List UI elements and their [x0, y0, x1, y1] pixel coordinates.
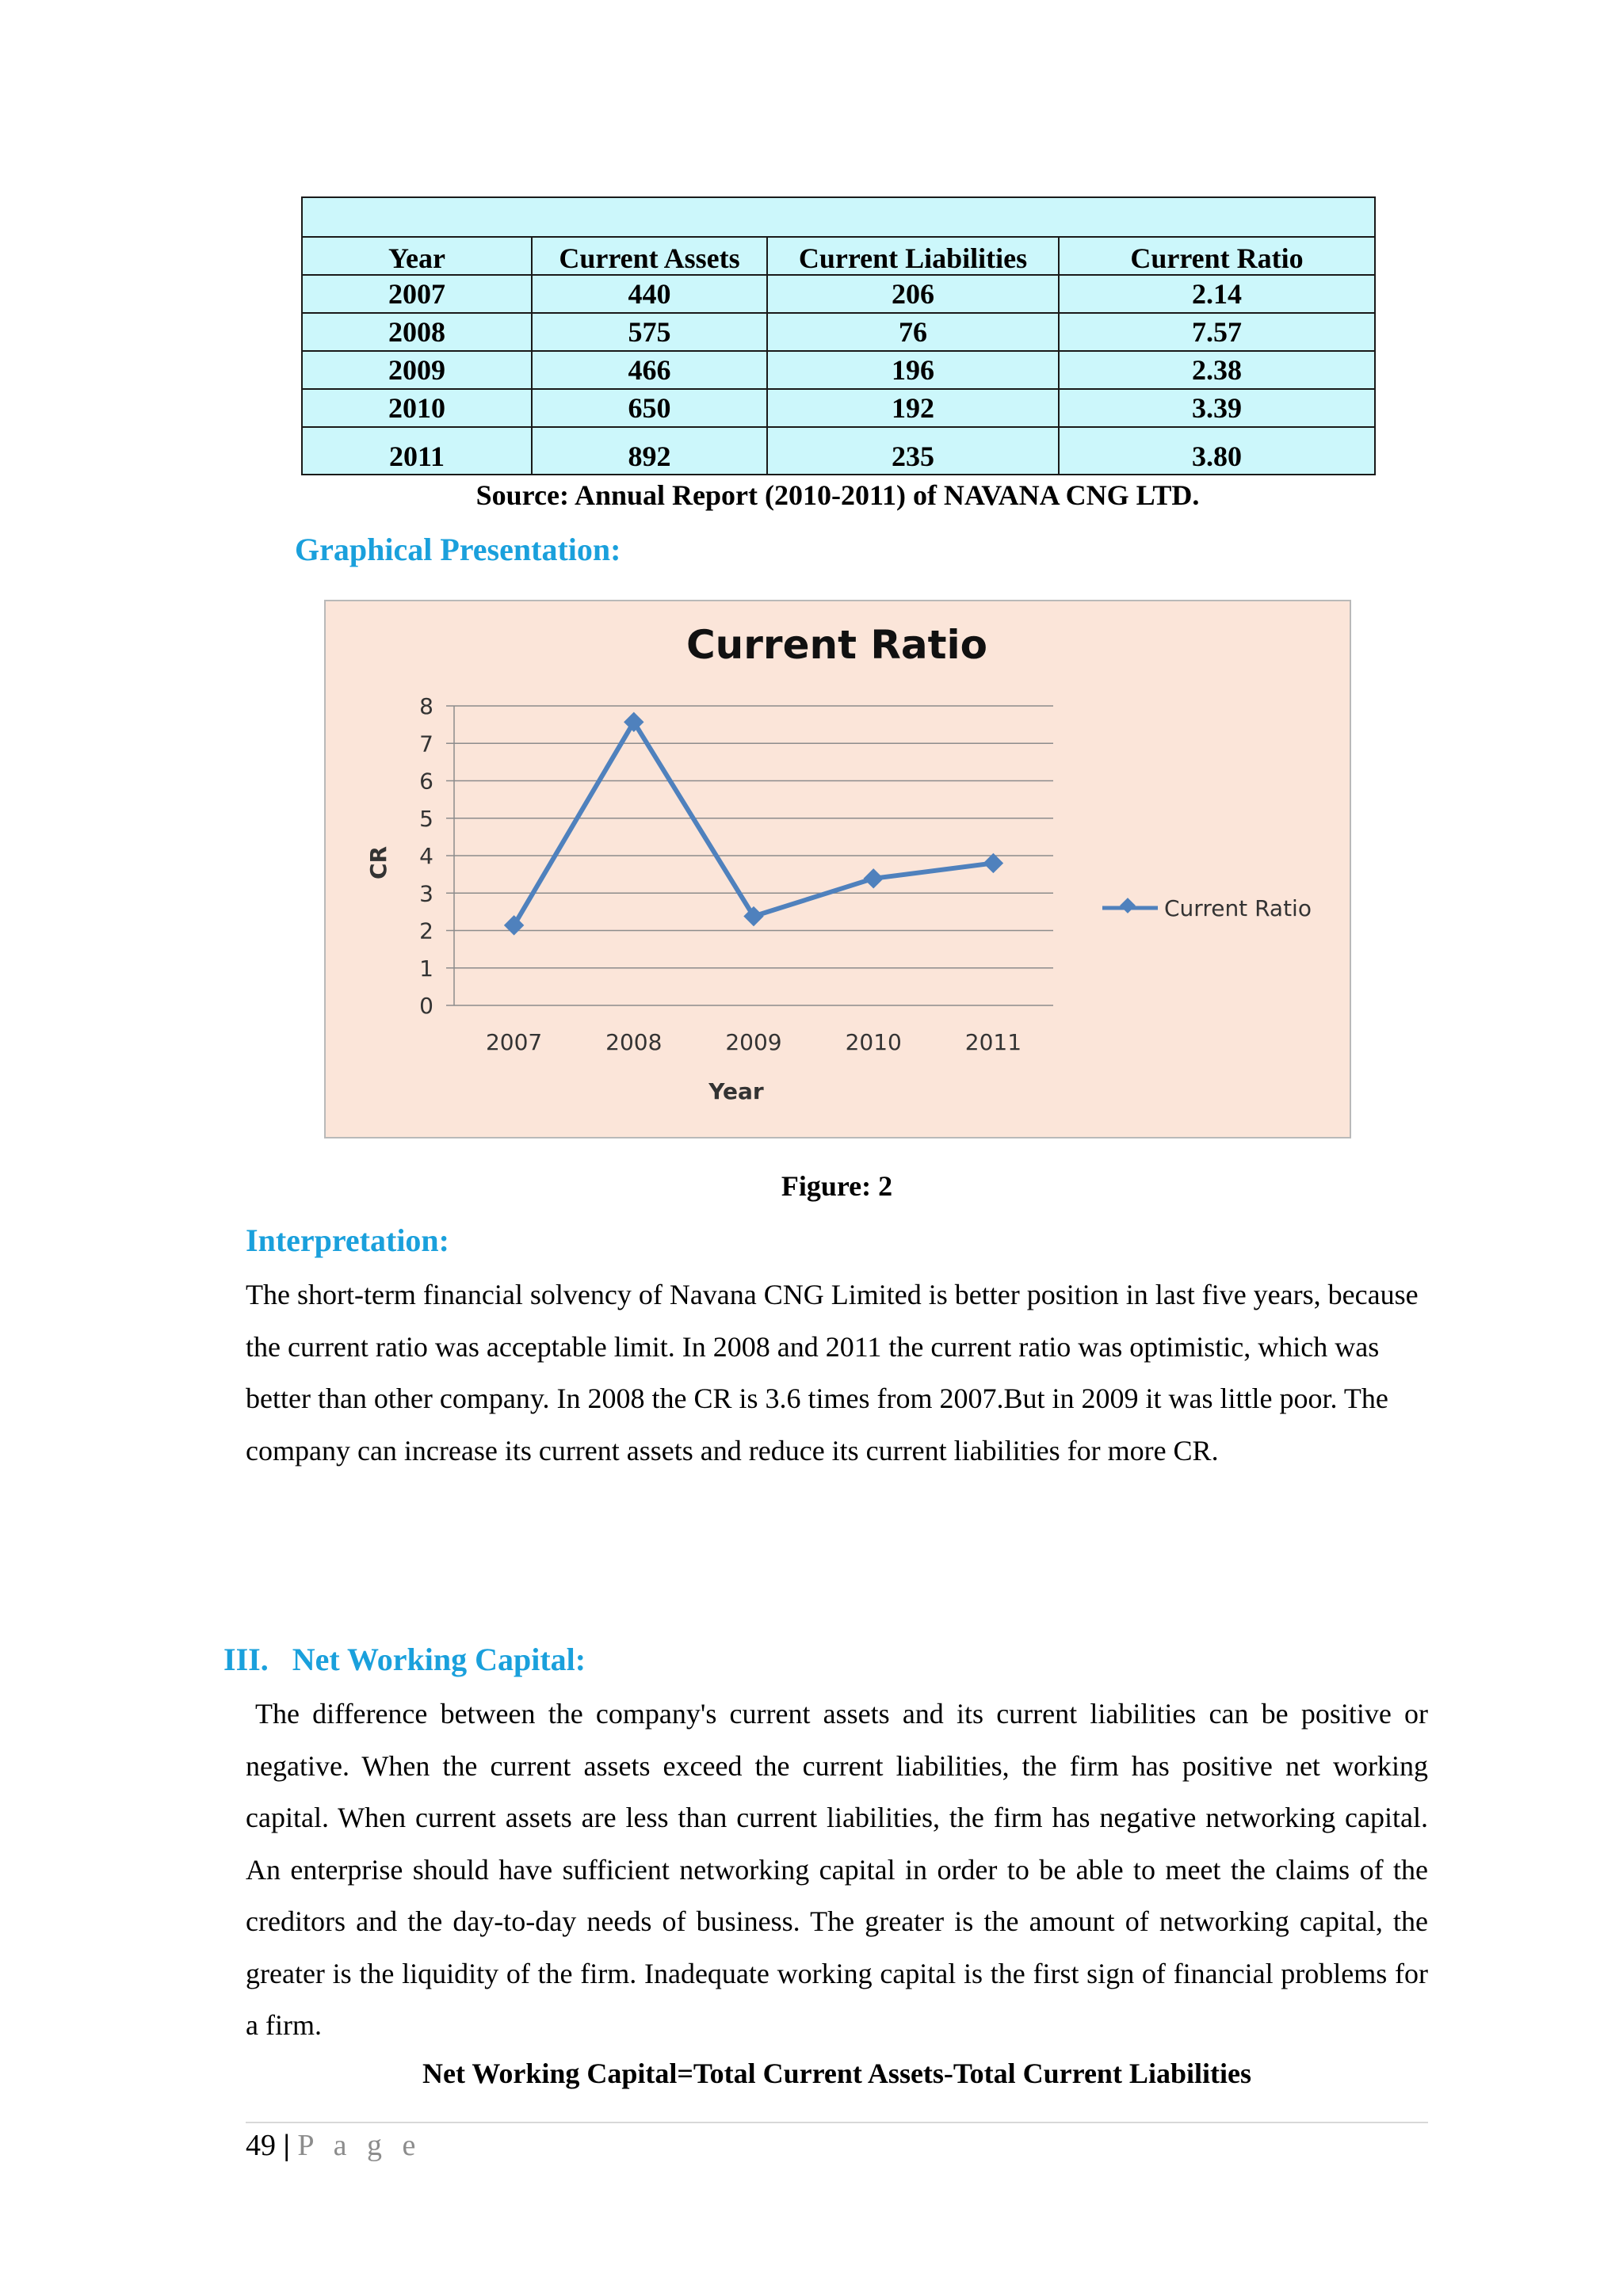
chart-y-tick-label: 6	[419, 768, 433, 795]
table-cell: 192	[767, 389, 1059, 427]
chart-title: Current Ratio	[685, 622, 988, 668]
table-cell: 2010	[302, 389, 532, 427]
table-cell: 466	[532, 351, 767, 389]
footer-divider	[246, 2122, 1428, 2123]
table-cell: 235	[767, 427, 1059, 475]
page-number: 49	[246, 2129, 276, 2162]
page-label: P a g e	[297, 2129, 422, 2162]
graphical-presentation-heading: Graphical Presentation:	[295, 532, 621, 567]
table-cell: 2009	[302, 351, 532, 389]
footer-separator: |	[283, 2129, 290, 2162]
table-cell: 76	[767, 313, 1059, 351]
current-ratio-table	[301, 196, 1376, 475]
chart-data-point	[504, 915, 524, 935]
chart-x-tick-label: 2010	[845, 1029, 902, 1055]
net-working-capital-formula: Net Working Capital=Total Current Assets-Total Current Liabilities	[422, 2058, 1251, 2089]
chart-gridlines	[454, 706, 1053, 968]
chart-x-tick-label: 2008	[605, 1029, 663, 1055]
table-cell: 2.38	[1059, 351, 1375, 389]
table-cell: 2008	[302, 313, 532, 351]
chart-y-axis-label: CR	[365, 845, 391, 880]
chart-y-tick-label: 7	[419, 730, 433, 757]
legend-diamond-icon	[1120, 898, 1136, 913]
legend-label: Current Ratio	[1164, 895, 1312, 921]
section-heading-net-working-capital	[223, 1641, 586, 1678]
figure-caption: Figure: 2	[781, 1170, 893, 1202]
section-number: III.	[223, 1642, 269, 1677]
chart-y-tick-label: 8	[419, 693, 433, 719]
chart-y-tick-label: 0	[419, 993, 433, 1019]
table-header-cell: Year	[302, 237, 532, 275]
chart-x-tick-label: 2007	[485, 1029, 543, 1055]
table-cell: 3.39	[1059, 389, 1375, 427]
chart-legend	[1102, 895, 1312, 921]
chart-svg	[326, 601, 1350, 1137]
section-title: Net Working Capital:	[292, 1642, 586, 1677]
chart-y-ticks	[419, 693, 454, 1019]
table-cell: 3.80	[1059, 427, 1375, 475]
chart-series-line	[514, 722, 994, 925]
table-header-cell: Current Ratio	[1059, 237, 1375, 275]
table-cell: 2.14	[1059, 275, 1375, 313]
table-header-row	[302, 237, 1375, 275]
table-cell: 7.57	[1059, 313, 1375, 351]
table-cell: 892	[532, 427, 767, 475]
chart-x-axis-label: Year	[708, 1078, 764, 1104]
chart-x-ticks	[486, 1029, 1022, 1055]
table-source-note: Source: Annual Report (2010-2011) of NAVANA CNG LTD.	[475, 479, 1200, 511]
chart-series	[504, 712, 1003, 936]
table-cell: 440	[532, 275, 767, 313]
chart-y-tick-label: 5	[419, 805, 433, 832]
table-cell: 2011	[302, 427, 532, 475]
chart-data-point	[863, 868, 883, 888]
chart-y-tick-label: 3	[419, 880, 433, 907]
chart-y-tick-label: 4	[419, 843, 433, 869]
interpretation-heading: Interpretation:	[246, 1222, 449, 1258]
page-footer	[246, 2128, 422, 2163]
table-row	[302, 389, 1375, 427]
chart-x-tick-label: 2011	[964, 1029, 1022, 1055]
chart-y-tick-label: 1	[419, 955, 433, 982]
current-ratio-chart	[324, 600, 1351, 1138]
table-row	[302, 351, 1375, 389]
table-cell: 206	[767, 275, 1059, 313]
table-row	[302, 313, 1375, 351]
chart-y-tick-label: 2	[419, 917, 433, 944]
table-cell: 650	[532, 389, 767, 427]
interpretation-paragraph: The short-term financial solvency of Navana CNG Limited is better position in last five years, because the current ratio was acceptable limit. In 2008 and 2011 the current ratio was optimistic, which was better than other company. In 2008 the CR is 3.6 times from 2007.But in 2009 it was little poor. The company can increase its current assets and reduce its current liabilities for more CR.	[246, 1279, 1419, 1466]
table-row	[302, 427, 1375, 475]
table-header-cell: Current Liabilities	[767, 237, 1059, 275]
table-cell: 575	[532, 313, 767, 351]
table-cell: 196	[767, 351, 1059, 389]
table-top-blank-row	[302, 197, 1375, 237]
table-cell: 2007	[302, 275, 532, 313]
table-header-cell: Current Assets	[532, 237, 767, 275]
chart-x-tick-label: 2009	[725, 1029, 782, 1055]
net-working-capital-paragraph: The difference between the company's current assets and its current liabilities can be positive or negative. When the current assets exceed the current liabilities, the firm has positive net working capital. When current assets are less than current liabilities, the firm has negative networking capital. An enterprise should have sufficient networking capital in order to be able to meet the claims of the creditors and the day-to-day needs of business. The greater is the amount of networking capital, the greater is the liquidity of the firm. Inadequate working capital is the first sign of financial problems for a firm.	[246, 1698, 1428, 2041]
table-row	[302, 275, 1375, 313]
